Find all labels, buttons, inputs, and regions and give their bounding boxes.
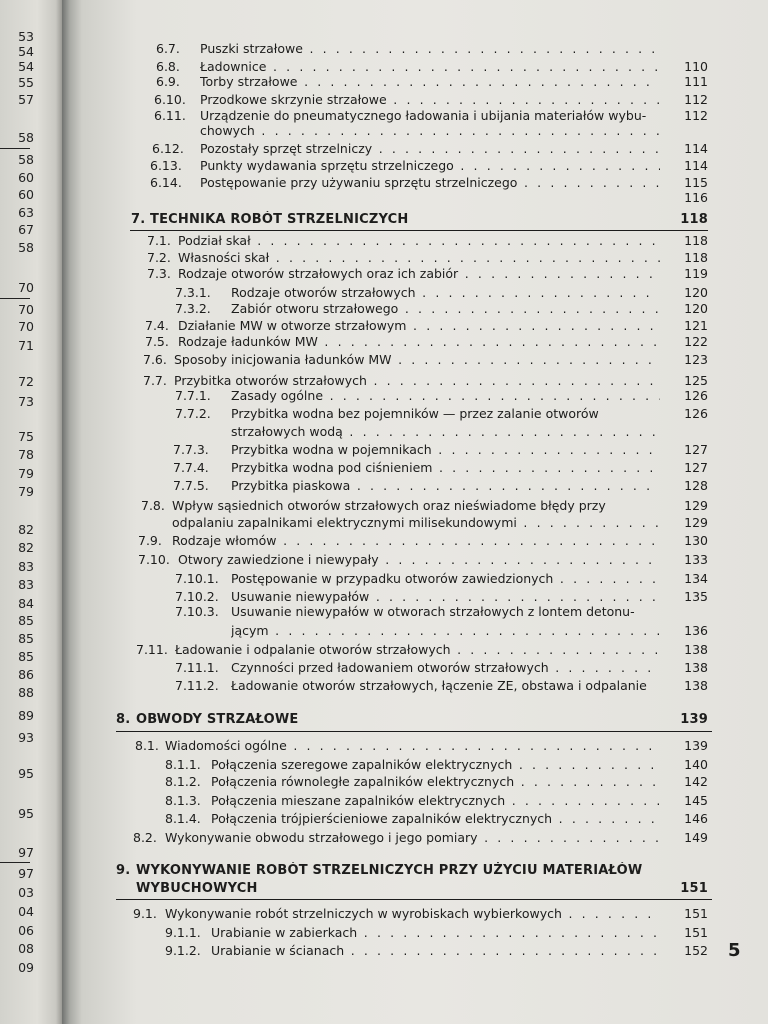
toc-entry-number: 8.1. — [135, 738, 159, 753]
chapter-heading-rule — [116, 899, 712, 900]
toc-entry-page-number: 145 — [684, 793, 708, 808]
left-margin-number: 95 — [18, 766, 34, 781]
toc-entry-title: Wykonywanie robót strzelniczych w wyrobiskach wybierkowych . . . — [165, 905, 660, 923]
toc-entry-number: 7.1. — [147, 233, 171, 248]
toc-entry — [0, 189, 768, 207]
toc-entry-title: odpalaniu zapalnikami elektrycznymi milisekundowymi . . . — [172, 514, 660, 532]
toc-entry-number: 8.1.3. — [165, 793, 201, 808]
toc-entry-page-number: 127 — [684, 460, 708, 475]
toc-entry-number: 9.1.1. — [165, 925, 201, 940]
toc-entry-page-number: 111 — [684, 74, 708, 89]
toc-entry-page-number: 139 — [684, 738, 708, 753]
toc-entry-title: Połączenia równoległe zapalników elektrycznych . . . — [211, 773, 660, 791]
toc-entry-page-number: 128 — [684, 478, 708, 493]
toc-entry-title: Urabianie w ścianach . . . — [211, 942, 660, 960]
toc-entry-number: 7.10.3. — [175, 604, 219, 619]
toc-entry-page-number: 118 — [684, 250, 708, 265]
left-margin-number: 67 — [18, 222, 34, 237]
left-margin-number: 54 — [18, 44, 34, 59]
toc-entry-number: 7.10.2. — [175, 589, 219, 604]
left-margin-number: 70 — [18, 302, 34, 317]
toc-entry-page-number: 138 — [684, 678, 708, 693]
toc-entry-title: Przybitka wodna bez pojemników — przez zalanie otworów — [231, 406, 599, 421]
toc-entry-title: Ładownice . . . — [200, 58, 660, 76]
toc-entry-title: Usuwanie niewypałów . . . — [231, 588, 660, 606]
toc-entry-page-number: 121 — [684, 318, 708, 333]
toc-entry-title: Przybitka piaskowa . . . — [231, 477, 660, 495]
toc-entry-number: 6.7. — [156, 41, 180, 56]
toc-entry-page-number: 151 — [680, 881, 708, 896]
toc-entry-number: 6.11. — [154, 108, 186, 123]
toc-entry-title: Rodzaje ładunków MW . . . — [178, 333, 660, 351]
toc-entry-number: 6.9. — [156, 74, 180, 89]
toc-entry — [0, 810, 768, 828]
toc-entry-page-number: 152 — [684, 943, 708, 958]
toc-entry-title: Wpływ sąsiednich otworów strzałowych oraz nieświadome błędy przy — [172, 498, 606, 513]
toc-entry-number: 6.13. — [150, 158, 182, 173]
page-folio: 5 — [728, 940, 741, 961]
left-margin-number: 97 — [18, 845, 34, 860]
toc-entry — [0, 622, 768, 640]
toc-entry-number: 7.8. — [141, 498, 165, 513]
toc-entry-page-number: 125 — [684, 373, 708, 388]
toc-entry-number: 7.10.1. — [175, 571, 219, 586]
toc-entry-page-number: 139 — [680, 712, 708, 727]
toc-entry — [0, 532, 768, 550]
toc-entry — [0, 924, 768, 942]
toc-entry — [0, 140, 768, 158]
toc-entry-page-number: 140 — [684, 757, 708, 772]
toc-entry-number: 7.7.2. — [175, 406, 211, 421]
toc-entry-page-number: 146 — [684, 811, 708, 826]
left-margin-number: 53 — [18, 29, 34, 44]
toc-entry-number: 7.6. — [143, 352, 167, 367]
toc-entry — [0, 641, 768, 659]
toc-entry-number: 8.2. — [133, 830, 157, 845]
toc-entry-title: Przybitka otworów strzałowych . . . — [174, 372, 660, 390]
toc-entry-title: strzałowych wodą . . . — [231, 423, 660, 441]
toc-entry-number: 6.10. — [154, 92, 186, 107]
toc-entry — [0, 441, 768, 459]
toc-entry-title: Połączenia szeregowe zapalników elektrycznych . . . — [211, 756, 660, 774]
chapter-heading-rule — [116, 731, 712, 732]
toc-entry-number: 7.3. — [147, 266, 171, 281]
toc-entry-page-number: 122 — [684, 334, 708, 349]
toc-entry — [0, 459, 768, 477]
toc-entry — [0, 40, 768, 58]
left-margin-number: 57 — [18, 92, 34, 107]
left-margin-number: 72 — [18, 374, 34, 389]
toc-entry-number: 6.8. — [156, 59, 180, 74]
toc-entry-number: 7.3.2. — [175, 301, 211, 316]
toc-entry-page-number: 126 — [684, 388, 708, 403]
left-margin-number: 75 — [18, 429, 34, 444]
toc-entry-title: Sposoby inicjowania ładunków MW . . . — [174, 351, 660, 369]
toc-entry-title: Podział skał . . . — [178, 232, 660, 250]
toc-entry-number: 7.7.4. — [173, 460, 209, 475]
toc-entry-number: 7.7.3. — [173, 442, 209, 457]
toc-entry-title: Rodzaje otworów strzałowych oraz ich zabiór . . . — [178, 265, 660, 283]
toc-entry-title: Urabianie w zabierkach . . . — [211, 924, 660, 942]
toc-entry-title: Zabiór otworu strzałowego . . . — [231, 300, 660, 318]
left-margin-number: 06 — [18, 923, 34, 938]
toc-entry-page-number: 123 — [684, 352, 708, 367]
toc-entry-number: 8.1.1. — [165, 757, 201, 772]
toc-entry-title: Otwory zawiedzione i niewypały . . . — [178, 551, 660, 569]
left-margin-number: 03 — [18, 885, 34, 900]
left-margin-number: 60 — [18, 170, 34, 185]
toc-entry-number: 7.7.1. — [175, 388, 211, 403]
toc-entry-title: WYBUCHOWYCH — [136, 881, 258, 896]
toc-entry — [0, 773, 768, 791]
toc-entry-number: 8.1.4. — [165, 811, 201, 826]
toc-entry-title: Rodzaje otworów strzałowych . . . — [231, 284, 660, 302]
toc-entry-number: 7.11. — [136, 642, 168, 657]
toc-entry — [0, 497, 768, 515]
toc-entry-title: Ładowanie otworów strzałowych, łączenie ZE, obstawa i odpalanie — [231, 678, 647, 693]
toc-entry — [0, 122, 768, 140]
toc-entry — [0, 423, 768, 441]
left-margin-number: 89 — [18, 708, 34, 723]
toc-entry-title: Własności skał . . . — [178, 249, 660, 267]
toc-entry-page-number: 142 — [684, 774, 708, 789]
toc-entry-page-number: 114 — [684, 141, 708, 156]
left-margin-number: 85 — [18, 613, 34, 628]
toc-entry — [0, 300, 768, 318]
toc-entry-page-number: 127 — [684, 442, 708, 457]
toc-entry-page-number: 118 — [680, 212, 708, 227]
toc-entry-title: Usuwanie niewypałów w otworach strzałowych z lontem detonu- — [231, 604, 635, 619]
left-margin-number: 58 — [18, 152, 34, 167]
toc-chapter-heading — [0, 880, 768, 898]
left-margin-number: 70 — [18, 280, 34, 295]
left-margin-number: 71 — [18, 338, 34, 353]
left-margin-number: 55 — [18, 75, 34, 90]
left-margin-number: 63 — [18, 205, 34, 220]
toc-entry-page-number: 149 — [684, 830, 708, 845]
left-margin-number: 88 — [18, 685, 34, 700]
toc-entry-page-number: 120 — [684, 285, 708, 300]
left-margin-number: 82 — [18, 522, 34, 537]
toc-entry-page-number: 112 — [684, 92, 708, 107]
toc-entry-number: 7.7. — [143, 373, 167, 388]
toc-entry — [0, 792, 768, 810]
toc-entry-title: Połączenia mieszane zapalników elektrycznych . . . — [211, 792, 660, 810]
toc-entry-page-number: 135 — [684, 589, 708, 604]
toc-entry-title: Postępowanie w przypadku otworów zawiedzionych . . . — [231, 570, 660, 588]
toc-entry-title: Pozostały sprzęt strzelniczy . . . — [200, 140, 660, 158]
toc-entry-title: Rodzaje włomów . . . — [172, 532, 660, 550]
toc-entry-page-number: 129 — [684, 515, 708, 530]
left-margin-number: 83 — [18, 559, 34, 574]
toc-entry-title: Wykonywanie obwodu strzałowego i jego pomiary . . . — [165, 829, 660, 847]
left-margin-number: 95 — [18, 806, 34, 821]
left-margin-number: 58 — [18, 130, 34, 145]
toc-entry — [0, 551, 768, 569]
toc-entry — [0, 570, 768, 588]
toc-entry-page-number: 134 — [684, 571, 708, 586]
toc-entry-number: 7.4. — [145, 318, 169, 333]
toc-entry-title: Zasady ogólne . . . — [231, 387, 660, 405]
toc-entry-page-number: 110 — [684, 59, 708, 74]
toc-entry-number: 7.11.2. — [175, 678, 219, 693]
toc-entry-title: Przybitka wodna w pojemnikach . . . — [231, 441, 660, 459]
toc-entry-title: Przybitka wodna pod ciśnieniem . . . — [231, 459, 660, 477]
toc-entry — [0, 659, 768, 677]
toc-chapter-heading — [0, 708, 768, 729]
toc-entry-number: 6.12. — [152, 141, 184, 156]
left-margin-number: 85 — [18, 631, 34, 646]
toc-entry — [0, 756, 768, 774]
toc-entry-number: 7.7.5. — [173, 478, 209, 493]
toc-entry — [0, 351, 768, 369]
left-margin-number: 04 — [18, 904, 34, 919]
toc-entry-page-number: 112 — [684, 108, 708, 123]
toc-entry — [0, 737, 768, 755]
toc-entry-page-number: 133 — [684, 552, 708, 567]
left-margin-number: 85 — [18, 649, 34, 664]
left-margin-number: 58 — [18, 240, 34, 255]
toc-entry — [0, 333, 768, 351]
toc-entry-title: jącym . . . — [231, 622, 660, 640]
toc-entry — [0, 905, 768, 923]
toc-entry-number: 8. — [116, 712, 131, 727]
toc-entry-title: Przodkowe skrzynie strzałowe . . . — [200, 91, 660, 109]
toc-entry-title: Połączenia trójpierścieniowe zapalników elektrycznych . . . — [211, 810, 660, 828]
toc-entry-page-number: 118 — [684, 233, 708, 248]
toc-entry-title: Działanie MW w otworze strzałowym . . . — [178, 317, 660, 335]
left-margin-number: 60 — [18, 187, 34, 202]
toc-entry-title: chowych . . . — [200, 122, 660, 140]
toc-entry-number: 7.9. — [138, 533, 162, 548]
toc-entry — [0, 157, 768, 175]
toc-entry-page-number: 151 — [684, 906, 708, 921]
toc-entry-title: Wiadomości ogólne . . . — [165, 737, 660, 755]
toc-entry-title: Punkty wydawania sprzętu strzelniczego . . . — [200, 157, 660, 175]
left-margin-number: 79 — [18, 484, 34, 499]
toc-entry-page-number: 126 — [684, 406, 708, 421]
toc-entry-number: 7. — [131, 212, 146, 227]
toc-entry-page-number: 115 — [684, 175, 708, 190]
left-margin-number: 70 — [18, 319, 34, 334]
toc-entry — [0, 677, 768, 695]
left-margin-number: 54 — [18, 59, 34, 74]
left-margin-number: 09 — [18, 960, 34, 975]
toc-entry-page-number: 114 — [684, 158, 708, 173]
toc-entry-title: Urządzenie do pneumatycznego ładowania i ubijania materiałów wybu- — [200, 108, 647, 123]
toc-entry-number: 6.14. — [150, 175, 182, 190]
toc-entry-title: OBWODY STRZAŁOWE — [136, 712, 299, 727]
toc-entry — [0, 829, 768, 847]
toc-entry-number: 7.3.1. — [175, 285, 211, 300]
toc-entry-number: 9.1. — [133, 906, 157, 921]
toc-entry-page-number: 130 — [684, 533, 708, 548]
toc-entry-page-number: 120 — [684, 301, 708, 316]
toc-entry-page-number: 119 — [684, 266, 708, 281]
toc-chapter-heading — [0, 862, 768, 880]
left-margin-number: 83 — [18, 577, 34, 592]
chapter-heading-rule — [130, 230, 708, 231]
toc-entry-number: 9. — [116, 863, 131, 878]
toc-entry-page-number: 136 — [684, 623, 708, 638]
toc-entry — [0, 477, 768, 495]
toc-entry — [0, 265, 768, 283]
toc-entry-page-number: 151 — [684, 925, 708, 940]
toc-entry — [0, 603, 768, 621]
toc-entry — [0, 405, 768, 423]
toc-entry-title: Postępowanie przy używaniu sprzętu strzelniczego . . . — [200, 174, 660, 192]
toc-entry-number: 8.1.2. — [165, 774, 201, 789]
toc-entry-title: TECHNIKA ROBÓT STRZELNICZYCH — [150, 212, 409, 227]
toc-entry-title: Puszki strzałowe . . . — [200, 40, 660, 58]
toc-entry-page-number: 138 — [684, 642, 708, 657]
left-margin-number: 97 — [18, 866, 34, 881]
left-margin-number: 73 — [18, 394, 34, 409]
toc-entry-number: 7.10. — [138, 552, 170, 567]
left-margin-number: 78 — [18, 447, 34, 462]
toc-entry-number: 7.11.1. — [175, 660, 219, 675]
toc-entry — [0, 73, 768, 91]
toc-entry-number: 7.5. — [145, 334, 169, 349]
toc-entry-page-number: 138 — [684, 660, 708, 675]
toc-entry-title: Torby strzałowe . . . — [200, 73, 660, 91]
toc-entry-number: 7.2. — [147, 250, 171, 265]
left-margin-number: 86 — [18, 667, 34, 682]
left-margin-number: 08 — [18, 941, 34, 956]
toc-entry — [0, 232, 768, 250]
left-margin-number: 84 — [18, 596, 34, 611]
toc-entry — [0, 942, 768, 960]
toc-entry-number: 9.1.2. — [165, 943, 201, 958]
toc-entry-page-number: 129 — [684, 498, 708, 513]
toc-entry-title: Czynności przed ładowaniem otworów strzałowych . . . — [231, 659, 660, 677]
toc-entry — [0, 514, 768, 532]
toc-entry-title: WYKONYWANIE ROBÓT STRZELNICZYCH PRZY UŻYCIU MATERIAŁÓW — [136, 863, 643, 878]
toc-chapter-heading — [0, 211, 768, 229]
left-margin-number: 93 — [18, 730, 34, 745]
toc-entry-title: Ładowanie i odpalanie otworów strzałowych . . . — [175, 641, 660, 659]
toc-entry-page-number: 116 — [684, 190, 708, 205]
left-margin-number: 79 — [18, 466, 34, 481]
toc-entry — [0, 387, 768, 405]
left-margin-number: 82 — [18, 540, 34, 555]
